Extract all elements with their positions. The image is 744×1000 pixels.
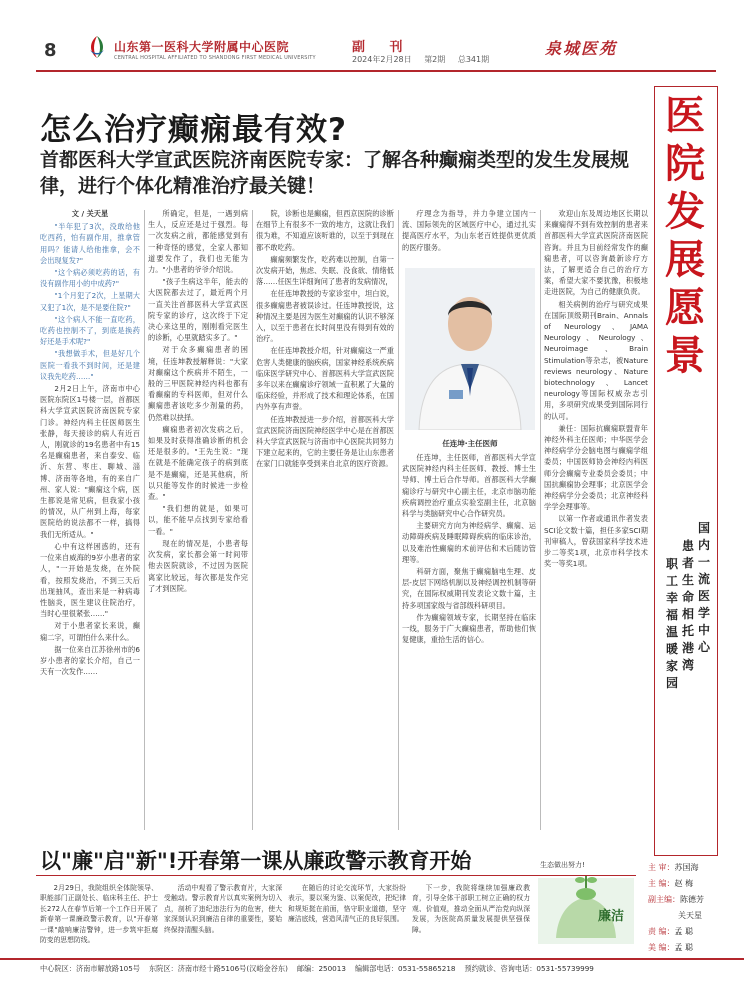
paragraph: 癫痫频繁发作，吃药难以控制，自第一次发病开始，焦虑、失眠、没食欲、情绪低落……任医生详细询问了患者的发病情况，	[256, 254, 394, 287]
article-author: 文 / 关天星	[71, 209, 109, 218]
paragraph: 心中有这样困惑的，还有一位来自威海的9岁小患者的家人，"一开始是发烧，在外院看，按照发烧治，不到三天后出现抽风，查出来是一种病毒性脑炎，医生建议住院治疗，当时心里很紧张……"	[40, 541, 140, 619]
credit-row: 主 审：苏国海	[648, 863, 699, 872]
vision-title	[661, 92, 709, 380]
paragraph: 活动中观看了警示教育片，大家深受触动。警示教育片以真实案例为切入点，剖析了违纪违法行为的危害，使大家深刻认识到廉洁自律的重要性，要始终保持清醒头脑。	[164, 884, 282, 934]
vision-title-char: 景	[665, 333, 705, 379]
column-divider	[144, 210, 145, 830]
hospital-logo-icon	[85, 34, 109, 60]
paragraph: 在随后的讨论交流环节，大家纷纷表示，要以案为鉴、以案促改，把纪律和规矩挺在前面，恪守职业道德，坚守廉洁底线，营造风清气正的良好氛围。	[288, 884, 406, 924]
article-column-4	[402, 208, 536, 268]
paragraph: 相关病例的治疗与研究成果在国际顶级期刊Brain、Annals of Neurology、JAMA Neurology、Neurology、Neuroimage、Brain Stimulation等杂志，被Nature reviews neurology、Nature biotechnology、Lancet neurology等国际权威杂志引用，多项研究成果受到国际同行的认可。	[544, 299, 648, 421]
article-headline: 怎么治疗癫痫最有效?	[40, 112, 347, 148]
paragraph: 下一步，我院将继续加强廉政教育，引导全体干部职工树立正确的权力观、价值观，推动全面从严治党向纵深发展，为医院高质量发展提供坚强保障。	[412, 884, 530, 934]
footer-address-central: 中心院区：济南市解放路105号	[40, 964, 140, 973]
dateline	[352, 54, 499, 65]
credit-row: 责 编：孟 聪	[648, 927, 694, 936]
paragraph: 疗理念为指导，并力争建立国内一流、国际领先的区域医疗中心，通过扎实提高医疗水平，为山东老百姓提供更优质的医疗服务。	[402, 209, 536, 252]
credit-row: 副主编：陈德芳	[648, 895, 704, 904]
credit-row: 关天星	[678, 911, 702, 920]
footer-editorial-phone: 编辑部电话：0531-55865218	[354, 964, 456, 973]
vision-title-char: 展	[665, 237, 705, 283]
paragraph: "半年犯了3次，没敢给他吃西药，怕有副作用，推拿管用吗？能请人给他推拿，会不会出现复发?"	[40, 222, 140, 265]
article-column-1	[40, 208, 140, 833]
column-divider	[540, 210, 541, 830]
section-title: 副 刊	[352, 40, 413, 55]
paragraph: 据一位来自江苏徐州市的6岁小患者的家长介绍，自己一天有一次发作……	[40, 644, 140, 677]
editorial-credits	[648, 860, 728, 956]
vision-line-3: 职工幸福温暖家园	[665, 557, 678, 690]
bottom-article-column-2	[164, 883, 282, 955]
issue-number: 第2期	[424, 55, 446, 64]
paragraph: 欢迎山东及周边地区长期以来癫痫得不到有效控制的患者来首都医科大学宣武医院济南医院咨询。并且为目前经常发作的癫痫患者，可以咨询最新诊疗方法，了解更适合自己的治疗方案，希望大家不要犹豫，积极地走进医院，为自己的健康负责。	[544, 209, 648, 297]
article-column-4-lower	[402, 452, 536, 833]
bottom-article-headline: 以"廉"启"新"!开春第一课从廉政警示教育开始	[40, 849, 472, 873]
vision-line-2: 患者生命相托港湾	[681, 539, 694, 672]
article-column-5	[544, 208, 648, 833]
vision-title-char: 愿	[665, 285, 705, 331]
hospital-name-cn: 山东第一医科大学附属中心医院	[114, 40, 290, 54]
column-title: 泉城医苑	[545, 39, 618, 58]
paragraph: 所确定，但是，一遇到病生人，反应还是过于强烈。每一次发病之前，都能感觉到有一种奇怪的感觉，全家人都知道要发作了，我们也无能为力。"小患者的爷爷介绍说。	[148, 209, 248, 275]
bottom-article-column-3	[288, 883, 406, 955]
paragraph: "我想做手术，但是好几个医院一看我不到时间，还是建议我先吃药……"	[40, 349, 140, 381]
footer-postcode: 邮编：250013	[296, 964, 346, 973]
paragraph: "这个病人不能一直吃药，吃药也控制不了，到底是换药好还是手术呢?"	[40, 314, 140, 347]
paragraph: 2月29日，我院组织全体院领导、职能部门正副处长、临床科主任、护士长272人在春节后第一个工作日开展了新春第一课廉政警示教育，以"开春第一课"敲响廉洁警钟，进一步筑牢拒腐防变的思想防线。	[40, 884, 158, 945]
vision-title-char: 医	[665, 93, 705, 139]
paragraph: 兼任：国际抗癫痫联盟青年神经外科主任医师；中华医学会神经病学分会脑电图与癫痫学组委员；中国医师协会神经内科医师分会癫痫专业委员会委员；中国抗癫痫协会理事；北京医学会神经病学分会委员；北京神经科学学会理事等。	[544, 423, 648, 512]
credit-row: 美 编：孟 聪	[648, 943, 694, 952]
paragraph: 作为癫痫领域专家，长期坚持在临床一线，服务于广大癫痫患者，帮助他们恢复健康，重拾生活的信心。	[402, 612, 536, 645]
paragraph: 任连坤教授进一步介绍，首都医科大学宣武医院济南医院神经医学中心是在首都医科大学宣武医院与济南市中心医院共同努力下建立起来的，它的主要任务是让山东患者在家门口就能享受到来自北京的医疗资源。	[256, 414, 394, 469]
footer-address-east: 东院区：济南市经十路5106号(汉峪金谷东)	[148, 964, 288, 973]
bottom-article-column-1	[40, 883, 158, 955]
vision-title-char: 院	[665, 141, 705, 187]
paragraph: "我们想的就是，如果可以，能不能早点找到专家给看一看。"	[148, 504, 248, 536]
masthead-rule	[36, 70, 716, 72]
column-divider	[252, 210, 253, 830]
article-column-3	[256, 208, 394, 833]
paragraph: "这个病必须吃药的话，有没有副作用小的中成药?"	[40, 268, 140, 289]
bottom-article-column-4	[412, 883, 530, 955]
doctor-photo-frame	[405, 268, 535, 438]
paragraph: 院，诊断也是癫痫，但西京医院的诊断在细节上有很多不一致的地方，这就让我们很为难，不知道应该听谁的，以至于到现在都不敢吃药。	[256, 209, 394, 252]
integrity-illustration	[536, 868, 636, 948]
article-subhead: 首都医科大学宣武医院济南医院专家：了解各种癫痫类型的发生发展规律，进行个体化精准治疗最关键！	[40, 149, 630, 197]
illustration-caption: 生态做出努力!	[540, 861, 585, 869]
paragraph: 癫痫患者初次发病之后，如果及时获得准确诊断的机会还是很多的。"王先生说："现在就是不能确定孩子的病到底是不是癫痫，还是其他病，所以只能等发作的时候进一步检查。"	[148, 424, 248, 502]
issue-date: 2024年2月28日	[352, 55, 412, 64]
article-column-2	[148, 208, 248, 833]
vision-title-char: 发	[665, 189, 705, 235]
photo-caption: 任连坤·主任医师	[442, 439, 498, 448]
footer-appointment-phone: 预约就诊、咨询电话：0531-55739999	[464, 964, 594, 973]
paragraph: 主要研究方向为神经病学、癫痫、运动障碍疾病及睡眠障碍疾病的临床诊治，以及难治性癫痫的术前评估和术后随访管理等。	[402, 521, 536, 564]
paragraph: 以第一作者或通讯作者发表SCI论文数十篇，担任多家SCI期刊审稿人，曾获国家科学技术进步二等奖1项，北京市科学技术奖一等奖1项。	[544, 514, 648, 569]
footer-rule	[0, 958, 744, 960]
credit-row: 主 编：赵 梅	[648, 879, 694, 888]
doctor-portrait-image	[405, 268, 535, 430]
paragraph: "孩子生病这半年，能去的大医院都去过了，最近两个月一直关注首都医科大学宣武医院专家的诊疗，这次终于下定决心来这里的，刚刚看完医生的诊断，心里就踏实多了。"	[148, 277, 248, 343]
total-issue-number: 总341期	[457, 55, 490, 64]
paragraph: 对于众多癫痫患者的困境，任连坤教授解释说："大家对癫痫这个疾病并不陌生，一般的三甲医院神经内科也都有看癫痫的专科医师，但对什么癫痫患者该吃多少剂量的药，仍然难以抉择。	[148, 345, 248, 422]
illustration-label: 廉洁	[598, 909, 625, 924]
hospital-name-en: CENTRAL HOSPITAL AFFILIATED TO SHANDONG FIRST MEDICAL UNIVERSITY	[114, 55, 316, 61]
paragraph: 任连坤，主任医师，首都医科大学宣武医院神经内科主任医师、教授、博士生导师、博士后合作导师。首都医科大学癫痫诊疗与研究中心副主任，北京市脑功能疾病调控治疗重点实验室副主任，北京脑科学与类脑研究中心合作研究员。	[402, 453, 536, 519]
paragraph: "1个月犯了2次，上星期大又犯了1次，是不是要住院?"	[40, 291, 140, 312]
masthead	[0, 0, 744, 68]
footer	[40, 964, 720, 974]
paragraph: 在任连坤教授的专家诊室中，坦白说，很多癫痫患者被误诊过。任连坤教授说，这种情况主要是因为医生对癫痫的认识不够深入，以至于患者在长时间里没有得到有效的治疗。	[256, 289, 394, 344]
paragraph: 2月2日上午，济南市中心医院东院区1号楼一层，首都医科大学宣武医院济南医院专家门诊。神经内科主任医师医生张静，每天接诊的病人有近百人，刚就诊的19名患者中有15名是癫痫患者，来自泰安、临沂、东营、枣庄、聊城、淄博、济南等各地，有的来自广州、家人说："癫痫这个病，医生都说是常见病，但我家小孩的情况，从广州到上海，每家医院给的说法都不一样，搞得我们无所适从。"	[40, 384, 140, 539]
paragraph: 对于小患者家长来说，癫痫二字，可谓怕什么来什么。	[40, 621, 140, 642]
vision-line-1: 国内一流医学中心	[697, 521, 710, 654]
paragraph: 科研方面，聚焦于癫痫脑电生理、皮层-皮层下网络机制以及神经调控机制等研究，在国际权威期刊发表论文数十篇，主持多项国家级与省部级科研项目。	[402, 567, 536, 610]
paragraph: 现在的情况是，小患者每次发病，家长都会第一时间带他去医院就诊，不过因为医院离家比较远，每次都是发作完了才到医院。	[148, 538, 248, 593]
page-number: 8	[44, 40, 57, 61]
column-divider	[398, 210, 399, 830]
paragraph: 在任连坤教授介绍，针对癫痫这一严重危害人类健康的脑疾病，国家神经系统疾病临床医学研究中心、首都医科大学宣武医院多年以来在癫痫诊疗领域一直积累了大量的临床经验，并形成了技术和理论体系，在国内外享有声誉。	[256, 346, 394, 412]
